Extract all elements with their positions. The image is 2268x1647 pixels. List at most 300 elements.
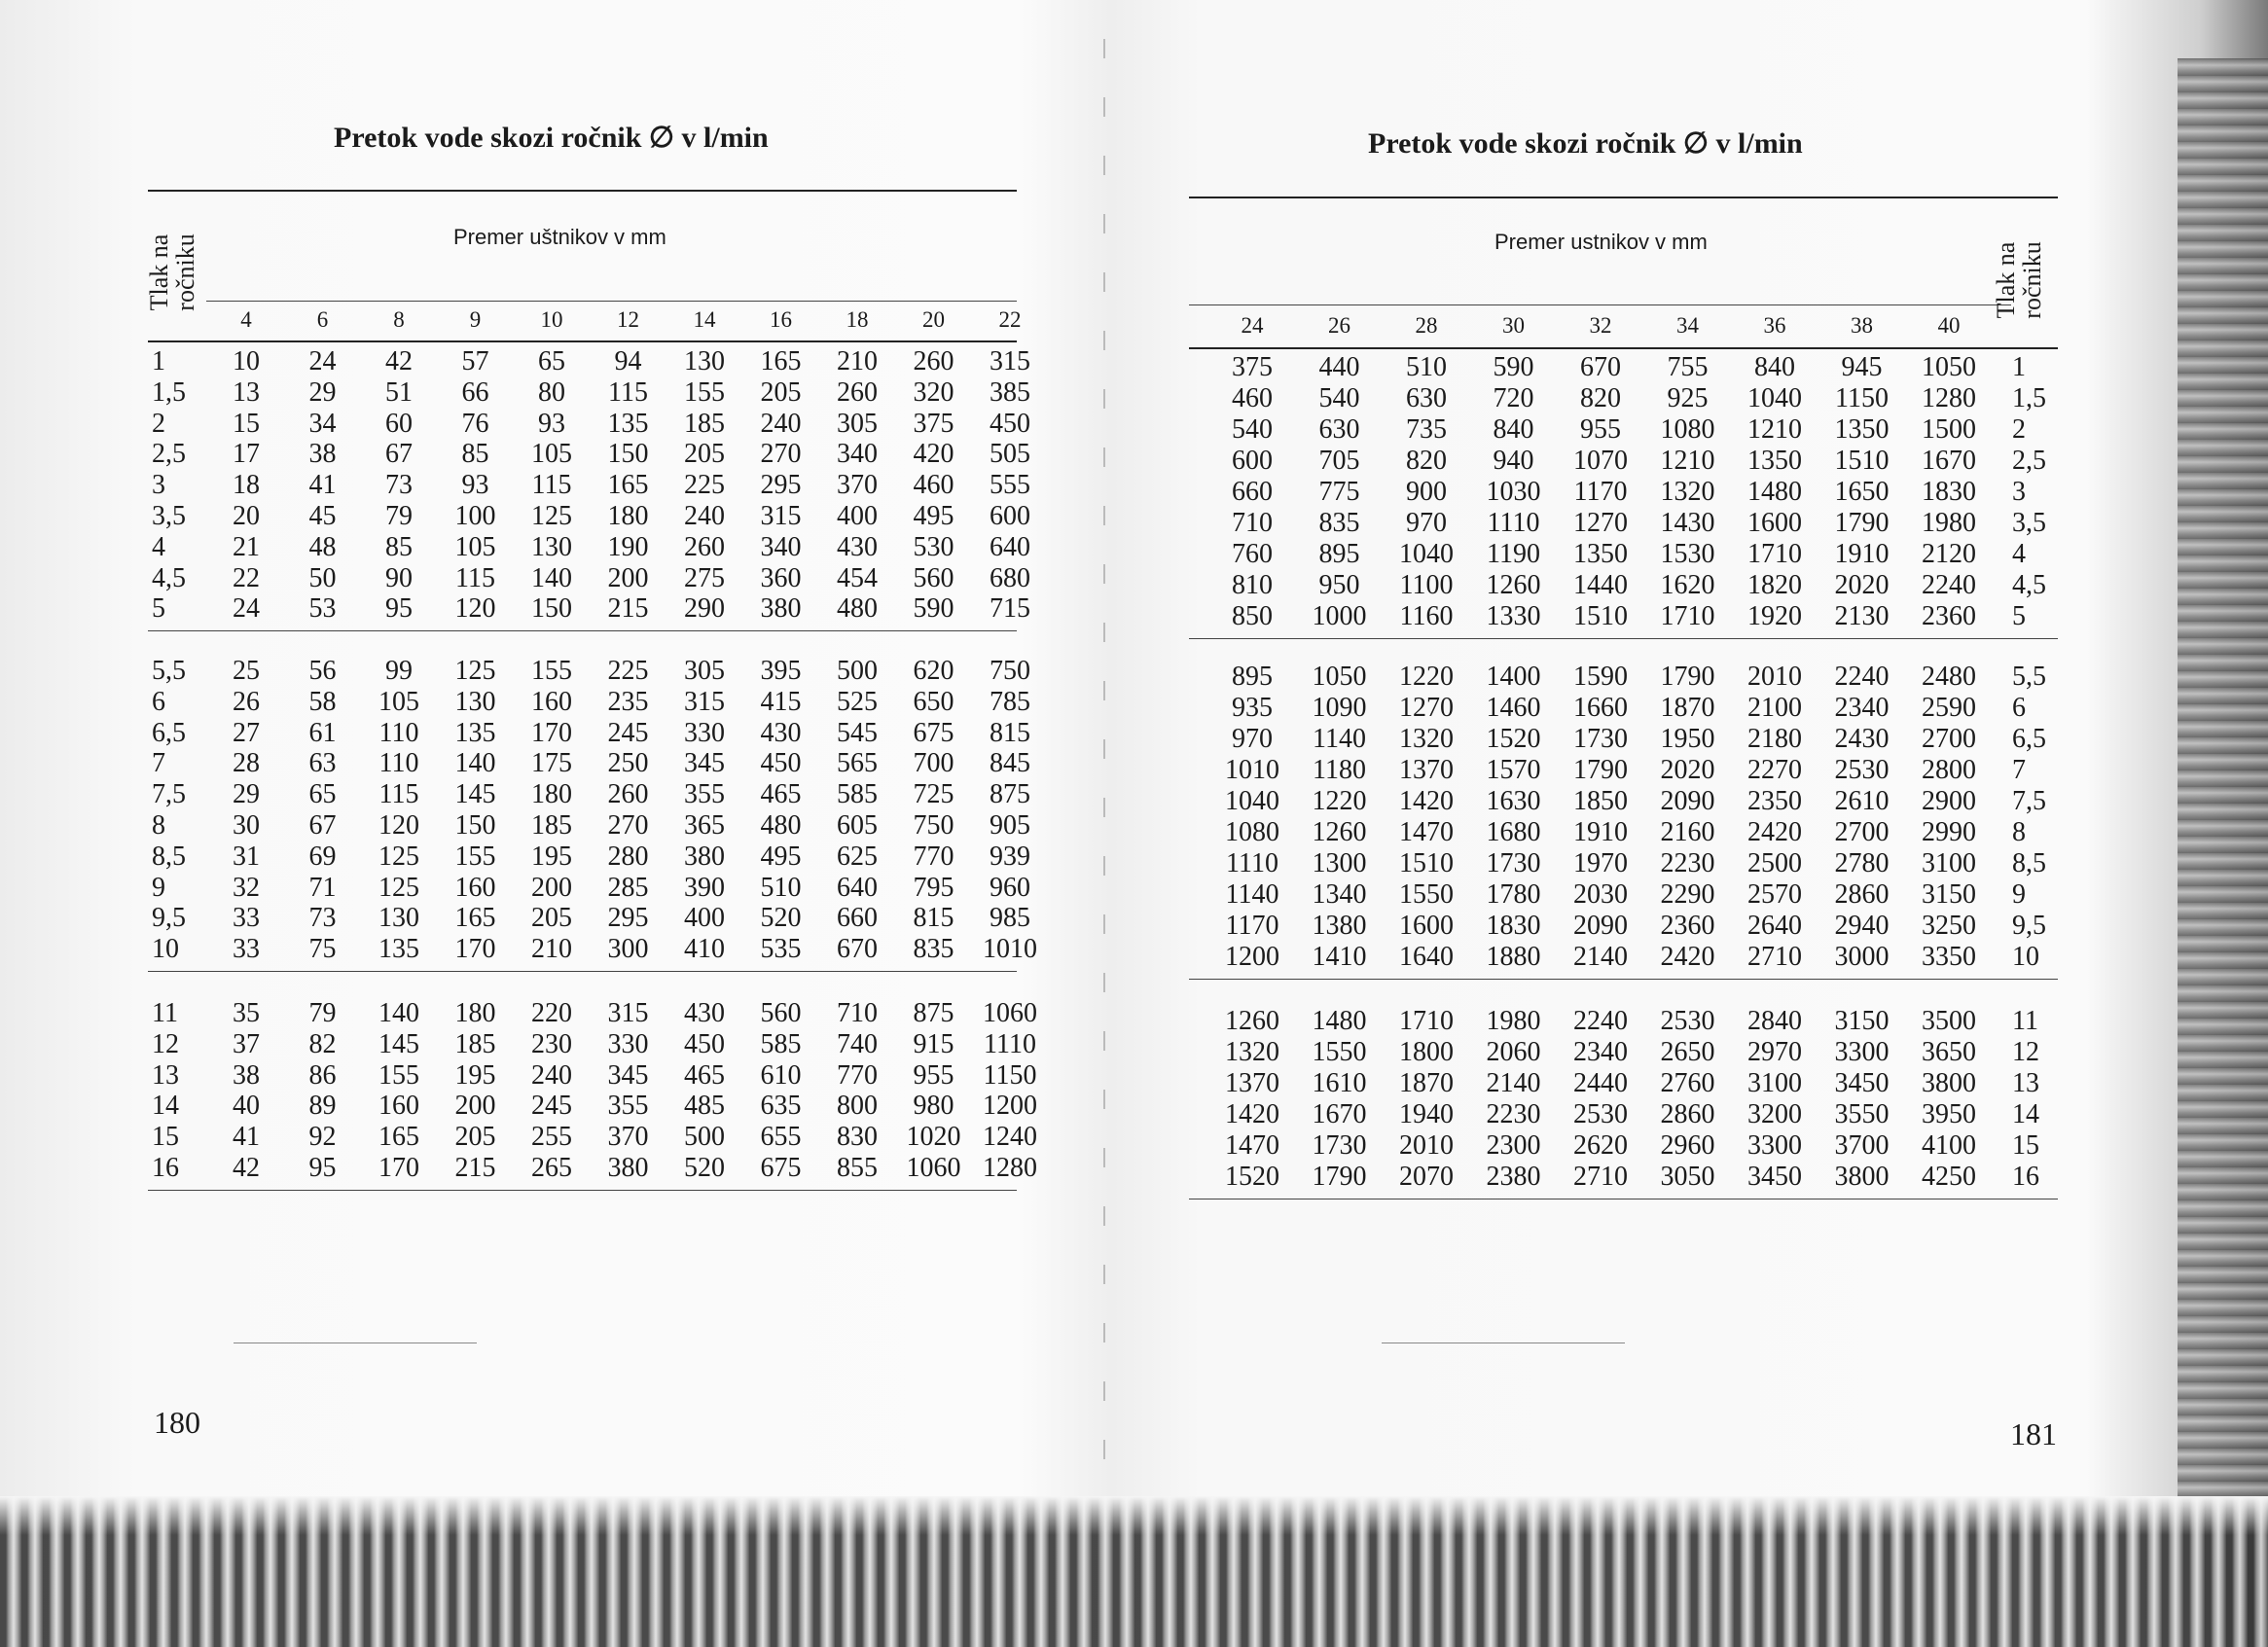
- left-flow-cell: 185: [531, 810, 572, 841]
- right-pressure-cell: 9: [2012, 879, 2026, 910]
- left-flow-cell: 15: [233, 408, 260, 439]
- left-flow-cell: 240: [760, 408, 802, 439]
- right-title-rule: [1189, 197, 2058, 198]
- left-diameter-rule: [206, 301, 1017, 302]
- left-flow-cell: 93: [538, 408, 565, 439]
- left-pressure-cell: 5: [152, 593, 165, 625]
- right-flow-cell: 1680: [1486, 817, 1541, 847]
- right-flow-cell: 375: [1232, 352, 1273, 382]
- left-flow-cell: 725: [913, 779, 954, 810]
- right-flow-cell: 840: [1754, 352, 1795, 382]
- left-flow-cell: 82: [308, 1028, 337, 1059]
- left-flow-cell: 985: [990, 903, 1030, 934]
- left-flow-cell: 785: [990, 686, 1030, 717]
- right-flow-cell: 940: [1493, 446, 1534, 476]
- left-flow-cell: 380: [760, 593, 802, 625]
- left-flow-cell: 450: [760, 748, 802, 779]
- right-flow-cell: 1370: [1399, 755, 1454, 785]
- left-flow-cell: 30: [233, 810, 260, 841]
- left-pressure-cell: 1,5: [152, 376, 186, 408]
- right-col-header: 32: [1589, 313, 1612, 338]
- left-flow-cell: 980: [913, 1091, 954, 1122]
- right-flow-cell: 810: [1232, 570, 1273, 600]
- right-flow-cell: 1140: [1313, 724, 1366, 754]
- right-flow-cell: 2240: [1834, 662, 1890, 692]
- left-col-header: 20: [922, 307, 945, 332]
- right-pressure-cell: 6: [2012, 693, 2026, 723]
- left-flow-cell: 35: [233, 998, 260, 1028]
- left-flow-cell: 29: [308, 376, 337, 408]
- left-group-rule: [148, 971, 1017, 972]
- left-flow-cell: 340: [837, 439, 878, 470]
- right-flow-cell: 1400: [1486, 662, 1541, 692]
- left-flow-cell: 565: [837, 748, 878, 779]
- right-flow-cell: 970: [1406, 508, 1447, 538]
- right-page-number: 181: [2010, 1416, 2057, 1451]
- left-flow-cell: 370: [607, 1122, 649, 1153]
- left-col-header: 9: [469, 307, 482, 332]
- right-flow-cell: 510: [1406, 352, 1447, 382]
- left-flow-cell: 215: [454, 1153, 496, 1183]
- right-flow-cell: 1050: [1312, 662, 1367, 692]
- right-pressure-cell: 12: [2012, 1037, 2039, 1067]
- left-pressure-cell: 3,5: [152, 501, 186, 531]
- right-flow-cell: 1730: [1573, 724, 1628, 754]
- right-flow-cell: 1460: [1486, 693, 1541, 723]
- right-flow-cell: 630: [1318, 414, 1360, 445]
- left-pressure-cell: 12: [152, 1028, 179, 1059]
- left-flow-cell: 170: [531, 717, 572, 748]
- left-flow-cell: 770: [913, 841, 954, 872]
- left-flow-cell: 460: [913, 470, 954, 501]
- right-flow-cell: 1440: [1573, 570, 1628, 600]
- right-flow-cell: 2240: [1573, 1006, 1628, 1036]
- left-flow-cell: 480: [760, 810, 802, 841]
- left-col-header: 10: [540, 307, 563, 332]
- left-flow-cell: 855: [837, 1153, 878, 1183]
- right-flow-cell: 1480: [1747, 477, 1802, 507]
- left-pressure-cell: 1: [152, 346, 165, 376]
- right-flow-cell: 2840: [1747, 1006, 1802, 1036]
- left-flow-cell: 770: [837, 1059, 878, 1091]
- left-flow-cell: 140: [454, 748, 496, 779]
- left-flow-cell: 290: [684, 593, 725, 625]
- left-flow-cell: 150: [607, 439, 649, 470]
- right-flow-cell: 1110: [1487, 508, 1540, 538]
- left-flow-cell: 125: [531, 501, 572, 531]
- right-flow-cell: 2130: [1834, 601, 1890, 631]
- right-flow-cell: 1970: [1573, 848, 1628, 878]
- left-flow-cell: 585: [837, 779, 878, 810]
- left-flow-cell: 640: [990, 531, 1030, 562]
- left-flow-cell: 875: [990, 779, 1030, 810]
- left-flow-cell: 600: [990, 501, 1030, 531]
- left-flow-cell: 85: [385, 531, 413, 562]
- left-flow-cell: 465: [760, 779, 802, 810]
- right-flow-cell: 1160: [1399, 601, 1454, 631]
- left-flow-cell: 500: [837, 656, 878, 686]
- left-flow-cell: 320: [913, 376, 954, 408]
- right-flow-cell: 2420: [1747, 817, 1802, 847]
- right-flow-cell: 1780: [1486, 879, 1541, 910]
- right-flow-cell: 1330: [1486, 601, 1541, 631]
- right-flow-cell: 1790: [1660, 662, 1715, 692]
- right-flow-cell: 2010: [1747, 662, 1802, 692]
- left-flow-cell: 635: [760, 1091, 802, 1122]
- left-flow-cell: 260: [607, 779, 649, 810]
- left-flow-cell: 250: [607, 748, 649, 779]
- left-group-rule: [148, 630, 1017, 631]
- left-flow-cell: 190: [607, 531, 649, 562]
- right-flow-cell: 3500: [1922, 1006, 1976, 1036]
- right-pressure-cell: 3: [2012, 477, 2026, 507]
- left-flow-cell: 125: [378, 841, 419, 872]
- right-flow-cell: 2940: [1834, 911, 1890, 941]
- right-flow-cell: 2760: [1660, 1068, 1715, 1098]
- left-flow-cell: 155: [454, 841, 496, 872]
- right-flow-cell: 1190: [1487, 539, 1540, 569]
- scan-edge-shadow: [2178, 58, 2268, 1498]
- right-header-rule: [1189, 347, 2058, 349]
- right-flow-cell: 1710: [1399, 1006, 1454, 1036]
- left-flow-cell: 360: [760, 562, 802, 593]
- left-flow-cell: 454: [837, 562, 878, 593]
- right-flow-cell: 2590: [1922, 693, 1976, 723]
- left-flow-cell: 1060: [983, 998, 1037, 1028]
- right-group-rule: [1189, 979, 2058, 980]
- right-flow-cell: 1710: [1747, 539, 1802, 569]
- right-flow-cell: 540: [1232, 414, 1273, 445]
- left-flow-cell: 420: [913, 439, 954, 470]
- left-flow-cell: 285: [607, 872, 649, 903]
- right-flow-cell: 1950: [1660, 724, 1715, 754]
- right-flow-cell: 1380: [1312, 911, 1367, 941]
- left-flow-cell: 715: [990, 593, 1030, 625]
- left-flow-cell: 85: [461, 439, 489, 470]
- right-flow-cell: 1510: [1834, 446, 1890, 476]
- left-flow-cell: 430: [760, 717, 802, 748]
- left-pressure-cell: 4: [152, 531, 165, 562]
- right-flow-cell: 1260: [1486, 570, 1541, 600]
- right-flow-cell: 2990: [1922, 817, 1976, 847]
- right-flow-cell: 2430: [1834, 724, 1890, 754]
- right-flow-cell: 2100: [1747, 693, 1802, 723]
- right-flow-cell: 1470: [1225, 1130, 1279, 1161]
- left-flow-cell: 31: [233, 841, 260, 872]
- right-flow-cell: 2860: [1660, 1099, 1715, 1129]
- right-flow-cell: 1340: [1312, 879, 1367, 910]
- left-pressure-cell: 10: [152, 934, 179, 965]
- right-flow-cell: 3800: [1834, 1162, 1890, 1192]
- right-pressure-cell: 9,5: [2012, 911, 2046, 941]
- right-col-header: 28: [1415, 313, 1438, 338]
- left-flow-cell: 29: [233, 779, 260, 810]
- right-flow-cell: 1080: [1660, 414, 1715, 445]
- right-flow-cell: 1550: [1399, 879, 1454, 910]
- left-flow-cell: 200: [454, 1091, 496, 1122]
- right-flow-cell: 1430: [1660, 508, 1715, 538]
- left-flow-cell: 65: [538, 346, 565, 376]
- left-flow-cell: 939: [990, 841, 1030, 872]
- right-pressure-cell: 2,5: [2012, 446, 2046, 476]
- left-flow-cell: 140: [531, 562, 572, 593]
- left-pressure-cell: 7: [152, 748, 165, 779]
- right-flow-cell: 2340: [1834, 693, 1890, 723]
- left-flow-cell: 545: [837, 717, 878, 748]
- right-diameter-header: Premer ustnikov v mm: [1494, 230, 1708, 254]
- left-flow-cell: 110: [378, 717, 419, 748]
- left-pressure-cell: 13: [152, 1059, 179, 1091]
- right-flow-cell: 2300: [1486, 1130, 1541, 1161]
- left-flow-cell: 795: [913, 872, 954, 903]
- right-flow-cell: 3200: [1747, 1099, 1802, 1129]
- right-flow-cell: 1880: [1486, 942, 1541, 972]
- right-flow-cell: 460: [1232, 383, 1273, 413]
- right-flow-cell: 2800: [1922, 755, 1976, 785]
- left-flow-cell: 1240: [983, 1122, 1037, 1153]
- right-flow-cell: 1220: [1399, 662, 1454, 692]
- right-flow-cell: 1790: [1834, 508, 1890, 538]
- left-flow-cell: 295: [760, 470, 802, 501]
- right-pressure-cell: 1,5: [2012, 383, 2046, 413]
- right-flow-cell: 1830: [1486, 911, 1541, 941]
- left-flow-cell: 620: [913, 656, 954, 686]
- left-flow-cell: 205: [760, 376, 802, 408]
- left-flow-cell: 680: [990, 562, 1030, 593]
- left-flow-cell: 485: [684, 1091, 725, 1122]
- left-pressure-cell: 2: [152, 408, 165, 439]
- left-flow-cell: 220: [531, 998, 572, 1028]
- left-col-header: 14: [693, 307, 716, 332]
- right-flow-cell: 1480: [1312, 1006, 1367, 1036]
- right-flow-cell: 3250: [1922, 911, 1976, 941]
- left-flow-cell: 67: [385, 439, 413, 470]
- left-col-header: 22: [998, 307, 1022, 332]
- right-flow-cell: 1010: [1225, 755, 1279, 785]
- right-group-rule: [1189, 638, 2058, 639]
- right-flow-cell: 2340: [1573, 1037, 1628, 1067]
- left-flow-cell: 210: [837, 346, 878, 376]
- right-flow-cell: 2360: [1660, 911, 1715, 941]
- left-title-rule: [148, 190, 1017, 192]
- left-diameter-header: Premer uštnikov v mm: [453, 225, 666, 249]
- right-flow-cell: 2570: [1747, 879, 1802, 910]
- left-flow-cell: 410: [684, 934, 725, 965]
- right-flow-cell: 2780: [1834, 848, 1890, 878]
- right-flow-cell: 1500: [1922, 414, 1976, 445]
- right-flow-cell: 2640: [1747, 911, 1802, 941]
- left-pressure-cell: 5,5: [152, 656, 186, 686]
- right-flow-cell: 2710: [1573, 1162, 1628, 1192]
- left-pressure-cell: 9,5: [152, 903, 186, 934]
- right-flow-cell: 4100: [1922, 1130, 1976, 1161]
- right-flow-cell: 1270: [1399, 693, 1454, 723]
- right-flow-cell: 925: [1667, 383, 1709, 413]
- left-flow-cell: 1010: [983, 934, 1037, 965]
- left-flow-cell: 22: [233, 562, 260, 593]
- left-flow-cell: 510: [760, 872, 802, 903]
- left-flow-cell: 590: [913, 593, 954, 625]
- right-flow-cell: 755: [1667, 352, 1709, 382]
- left-flow-cell: 675: [760, 1153, 802, 1183]
- left-flow-cell: 835: [913, 934, 954, 965]
- left-flow-cell: 555: [990, 470, 1030, 501]
- right-flow-cell: 1270: [1573, 508, 1628, 538]
- right-flow-cell: 1650: [1834, 477, 1890, 507]
- left-flow-cell: 355: [684, 779, 725, 810]
- left-flow-cell: 26: [233, 686, 260, 717]
- left-flow-cell: 130: [454, 686, 496, 717]
- right-flow-cell: 1080: [1225, 817, 1279, 847]
- left-flow-cell: 51: [385, 376, 413, 408]
- left-flow-cell: 37: [233, 1028, 260, 1059]
- right-flow-cell: 1040: [1225, 786, 1279, 816]
- left-flow-cell: 50: [308, 562, 337, 593]
- left-flow-cell: 205: [531, 903, 572, 934]
- left-col-header: 12: [617, 307, 639, 332]
- left-page-title: Pretok vode skozi ročnik ∅ v l/min: [334, 122, 769, 154]
- left-flow-cell: 20: [233, 501, 260, 531]
- left-flow-cell: 28: [233, 748, 260, 779]
- left-flow-cell: 660: [837, 903, 878, 934]
- left-flow-cell: 330: [684, 717, 725, 748]
- left-flow-cell: 34: [308, 408, 337, 439]
- right-flow-cell: 1040: [1399, 539, 1454, 569]
- left-flow-cell: 305: [837, 408, 878, 439]
- left-flow-cell: 73: [385, 470, 413, 501]
- right-flow-cell: 2700: [1834, 817, 1890, 847]
- left-pressure-cell: 3: [152, 470, 165, 501]
- right-flow-cell: 3100: [1922, 848, 1976, 878]
- right-pressure-cell: 3,5: [2012, 508, 2046, 538]
- right-flow-cell: 900: [1406, 477, 1447, 507]
- right-flow-cell: 2440: [1573, 1068, 1628, 1098]
- right-pressure-cell: 10: [2012, 942, 2039, 972]
- right-flow-cell: 2140: [1573, 942, 1628, 972]
- left-flow-cell: 875: [913, 998, 954, 1028]
- right-flow-cell: 1150: [1835, 383, 1889, 413]
- left-flow-cell: 200: [531, 872, 572, 903]
- right-pressure-cell: 2: [2012, 414, 2026, 445]
- left-flow-cell: 355: [607, 1091, 649, 1122]
- left-flow-cell: 42: [385, 346, 413, 376]
- right-flow-cell: 3150: [1922, 879, 1976, 910]
- left-flow-cell: 345: [684, 748, 725, 779]
- right-pressure-cell: 4,5: [2012, 570, 2046, 600]
- left-flow-cell: 165: [454, 903, 496, 934]
- left-flow-cell: 27: [233, 717, 260, 748]
- right-flow-cell: 1320: [1225, 1037, 1279, 1067]
- right-pressure-cell: 8: [2012, 817, 2026, 847]
- left-flow-cell: 175: [531, 748, 572, 779]
- right-flow-cell: 1170: [1573, 477, 1628, 507]
- left-flow-cell: 195: [454, 1059, 496, 1091]
- right-flow-cell: 895: [1318, 539, 1360, 569]
- left-pressure-cell: 7,5: [152, 779, 186, 810]
- left-flow-cell: 465: [684, 1059, 725, 1091]
- right-flow-cell: 2230: [1660, 848, 1715, 878]
- right-flow-cell: 2160: [1660, 817, 1715, 847]
- right-flow-cell: 1210: [1660, 446, 1715, 476]
- right-flow-cell: 1520: [1225, 1162, 1279, 1192]
- right-flow-cell: 3300: [1834, 1037, 1890, 1067]
- left-flow-cell: 275: [684, 562, 725, 593]
- right-flow-cell: 2480: [1922, 662, 1976, 692]
- left-pressure-cell: 4,5: [152, 562, 186, 593]
- left-flow-cell: 115: [455, 562, 495, 593]
- left-flow-cell: 210: [531, 934, 572, 965]
- right-flow-cell: 1660: [1573, 693, 1628, 723]
- right-flow-cell: 3300: [1747, 1130, 1802, 1161]
- right-flow-cell: 1370: [1225, 1068, 1279, 1098]
- left-flow-cell: 1020: [906, 1122, 961, 1153]
- left-col-header: 16: [770, 307, 792, 332]
- right-flow-cell: 1260: [1225, 1006, 1279, 1036]
- left-flow-cell: 905: [990, 810, 1030, 841]
- right-flow-cell: 590: [1493, 352, 1534, 382]
- left-flow-cell: 265: [531, 1153, 572, 1183]
- left-flow-cell: 205: [684, 439, 725, 470]
- right-flow-cell: 1870: [1399, 1068, 1454, 1098]
- left-flow-cell: 230: [531, 1028, 572, 1059]
- left-flow-cell: 130: [684, 346, 725, 376]
- right-flow-cell: 2060: [1486, 1037, 1541, 1067]
- left-flow-cell: 1150: [983, 1059, 1037, 1091]
- left-flow-cell: 225: [684, 470, 725, 501]
- left-flow-cell: 525: [837, 686, 878, 717]
- right-flow-cell: 2240: [1922, 570, 1976, 600]
- left-flow-cell: 130: [531, 531, 572, 562]
- right-pressure-cell: 5,5: [2012, 662, 2046, 692]
- right-flow-cell: 1710: [1660, 601, 1715, 631]
- left-flow-cell: 710: [837, 998, 878, 1028]
- left-flow-cell: 315: [760, 501, 802, 531]
- left-flow-cell: 960: [990, 872, 1030, 903]
- right-flow-cell: 1600: [1399, 911, 1454, 941]
- left-flow-cell: 700: [913, 748, 954, 779]
- right-flow-cell: 1280: [1922, 383, 1976, 413]
- left-flow-cell: 130: [378, 903, 419, 934]
- left-flow-cell: 560: [760, 998, 802, 1028]
- left-flow-cell: 330: [607, 1028, 649, 1059]
- left-flow-cell: 66: [461, 376, 489, 408]
- left-flow-cell: 260: [913, 346, 954, 376]
- right-flow-cell: 1470: [1399, 817, 1454, 847]
- left-flow-cell: 430: [837, 531, 878, 562]
- right-pressure-cell: 11: [2012, 1006, 2038, 1036]
- left-flow-cell: 640: [837, 872, 878, 903]
- left-flow-cell: 110: [378, 748, 419, 779]
- left-flow-cell: 240: [684, 501, 725, 531]
- left-flow-cell: 38: [308, 439, 337, 470]
- left-flow-cell: 67: [308, 810, 337, 841]
- left-flow-cell: 740: [837, 1028, 878, 1059]
- left-flow-cell: 750: [990, 656, 1030, 686]
- left-flow-cell: 845: [990, 748, 1030, 779]
- right-flow-cell: 735: [1406, 414, 1447, 445]
- left-flow-cell: 450: [684, 1028, 725, 1059]
- right-flow-cell: 3000: [1834, 942, 1890, 972]
- right-flow-cell: 2350: [1747, 786, 1802, 816]
- left-flow-cell: 90: [385, 562, 413, 593]
- left-flow-cell: 33: [233, 903, 260, 934]
- right-page-title: Pretok vode skozi ročnik ∅ v l/min: [1368, 127, 1803, 160]
- left-flow-cell: 41: [308, 470, 337, 501]
- left-flow-cell: 99: [385, 656, 413, 686]
- left-flow-cell: 560: [913, 562, 954, 593]
- right-flow-cell: 2090: [1573, 911, 1628, 941]
- left-flow-cell: 315: [990, 346, 1030, 376]
